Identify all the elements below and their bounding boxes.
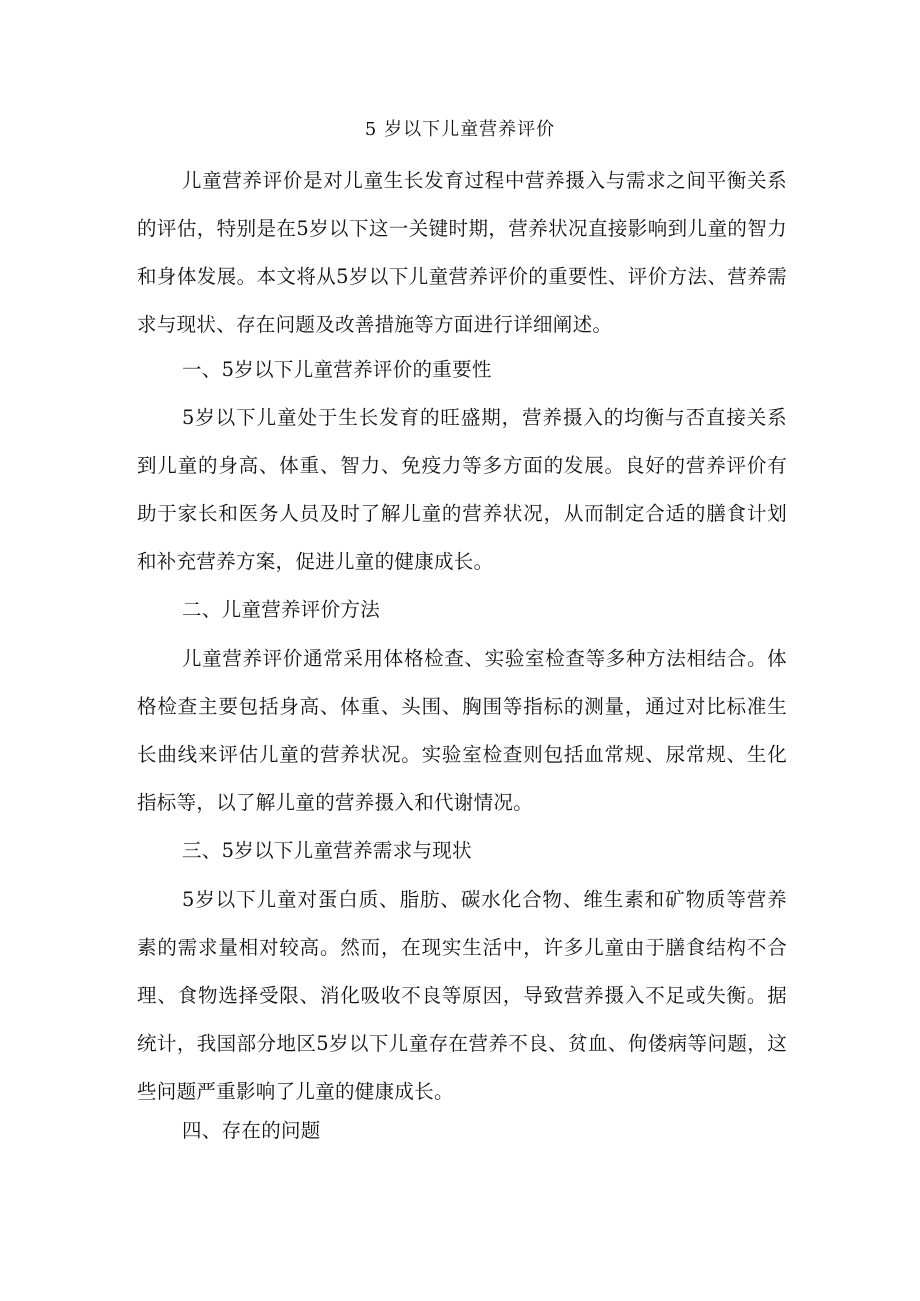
section-heading-3: 三、5岁以下儿童营养需求与现状 — [182, 839, 472, 862]
section-body-3: 5岁以下儿童对蛋白质、脂肪、碳水化合物、维生素和矿物质等营养素的需求量相对较高。然而，在现实生活中，许多儿童由于膳食结构不合理、食物选择受限、消化吸收不良等原因，导致营养摄入不足或失衡。据统计，我国部分地区5岁以下儿童存在营养不良、贫血、佝偻病等问题，这些问题严重影响了儿童的健康成长。 — [137, 888, 787, 1103]
document-title: 5 岁以下儿童营养评价 — [364, 119, 556, 140]
intro-paragraph: 儿童营养评价是对儿童生长发育过程中营养摄入与需求之间平衡关系的评估，特别是在5岁以下这一关键时期，营养状况直接影响到儿童的智力和身体发展。本文将从5岁以下儿童营养评价的重要性、评价方法、营养需求与现状、存在问题及改善措施等方面进行详细阐述。 — [137, 169, 787, 336]
section-body-2: 儿童营养评价通常采用体格检查、实验室检查等多种方法相结合。体格检查主要包括身高、体重、头围、胸围等指标的测量，通过对比标准生长曲线来评估儿童的营养状况。实验室检查则包括血常规、尿常规、生化指标等，以了解儿童的营养摄入和代谢情况。 — [137, 647, 787, 814]
section-heading-4: 四、存在的问题 — [182, 1119, 321, 1142]
section-body-1: 5岁以下儿童处于生长发育的旺盛期，营养摄入的均衡与否直接关系到儿童的身高、体重、智力、免疫力等多方面的发展。良好的营养评价有助于家长和医务人员及时了解儿童的营养状况，从而制定合适的膳食计划和补充营养方案，促进儿童的健康成长。 — [137, 406, 787, 573]
section-heading-1: 一、5岁以下儿童营养评价的重要性 — [182, 358, 492, 381]
section-heading-2: 二、儿童营养评价方法 — [182, 598, 381, 621]
